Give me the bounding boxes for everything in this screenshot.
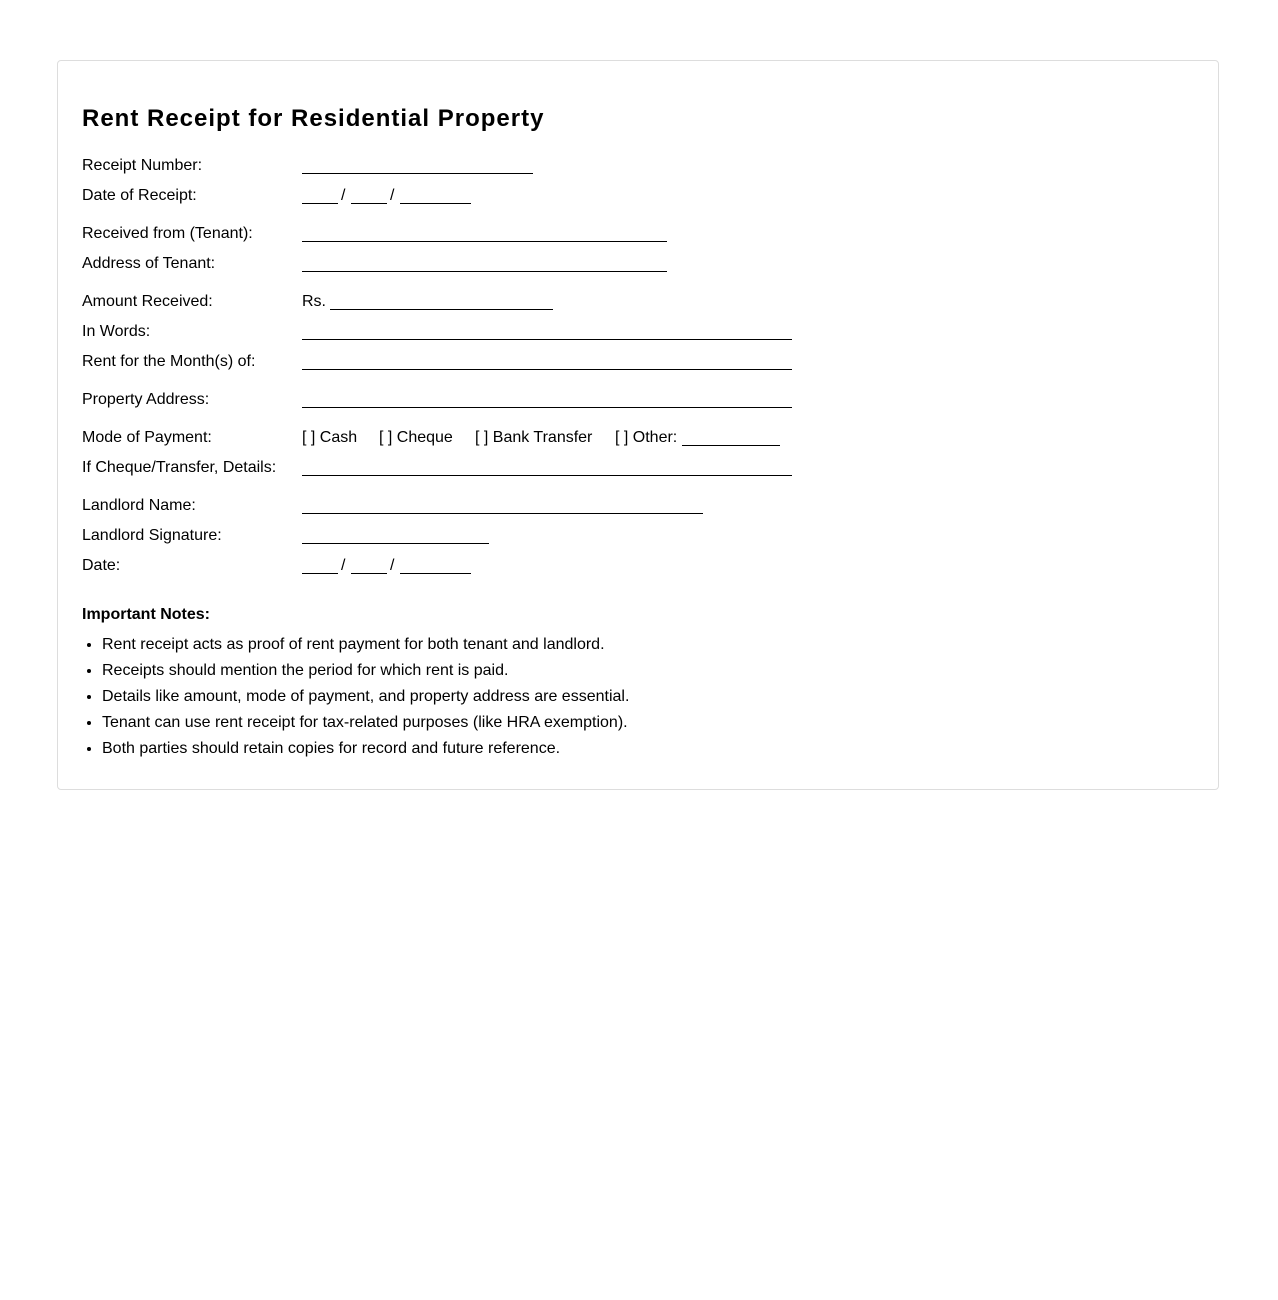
notes-title: Important Notes:: [82, 606, 210, 623]
receipt-month-field[interactable]: [351, 203, 387, 204]
received-from-label: Received from (Tenant):: [82, 225, 253, 242]
payment-option-other[interactable]: [ ] Other:: [615, 429, 678, 446]
notes-list: [82, 632, 629, 762]
property-address-label: Property Address:: [82, 391, 210, 408]
date-separator: /: [341, 557, 346, 574]
note-item: • Rent receipt acts as proof of rent payment for both tenant and landlord.: [102, 632, 629, 658]
note-item: • Receipts should mention the period for which rent is paid.: [102, 658, 629, 684]
date-separator: /: [341, 187, 346, 204]
signature-date-label: Date:: [82, 557, 121, 574]
tenant-name-field[interactable]: [302, 241, 667, 242]
rent-months-field[interactable]: [302, 369, 792, 370]
receipt-year-field[interactable]: [400, 203, 471, 204]
cheque-details-field[interactable]: [302, 475, 792, 476]
receipt-number-label: Receipt Number:: [82, 157, 203, 174]
note-item: • Details like amount, mode of payment, and property address are essential.: [102, 684, 629, 710]
in-words-label: In Words:: [82, 323, 151, 340]
property-address-field[interactable]: [302, 407, 792, 408]
receipt-number-field[interactable]: [302, 173, 533, 174]
mode-of-payment-label: Mode of Payment:: [82, 429, 212, 446]
date-of-receipt-label: Date of Receipt:: [82, 187, 197, 204]
receipt-day-field[interactable]: [302, 203, 338, 204]
landlord-signature-field[interactable]: [302, 543, 489, 544]
tenant-address-label: Address of Tenant:: [82, 255, 216, 272]
date-separator: /: [390, 187, 395, 204]
payment-option-bank-transfer[interactable]: [ ] Bank Transfer: [475, 429, 593, 446]
tenant-address-field[interactable]: [302, 271, 667, 272]
cheque-details-label: If Cheque/Transfer, Details:: [82, 459, 277, 476]
landlord-signature-label: Landlord Signature:: [82, 527, 222, 544]
signature-year-field[interactable]: [400, 573, 471, 574]
landlord-name-field[interactable]: [302, 513, 703, 514]
amount-in-words-field[interactable]: [302, 339, 792, 340]
landlord-name-label: Landlord Name:: [82, 497, 196, 514]
amount-received-label: Amount Received:: [82, 293, 213, 310]
amount-field[interactable]: [330, 309, 553, 310]
note-item: • Both parties should retain copies for record and future reference.: [102, 736, 629, 762]
currency-prefix: Rs.: [302, 293, 326, 310]
date-separator: /: [390, 557, 395, 574]
note-item: • Tenant can use rent receipt for tax-related purposes (like HRA exemption).: [102, 710, 629, 736]
payment-option-cheque[interactable]: [ ] Cheque: [379, 429, 453, 446]
other-payment-field[interactable]: [682, 445, 780, 446]
signature-day-field[interactable]: [302, 573, 338, 574]
rent-months-label: Rent for the Month(s) of:: [82, 353, 256, 370]
page-title: Rent Receipt for Residential Property: [82, 105, 545, 132]
signature-month-field[interactable]: [351, 573, 387, 574]
payment-option-cash[interactable]: [ ] Cash: [302, 429, 358, 446]
